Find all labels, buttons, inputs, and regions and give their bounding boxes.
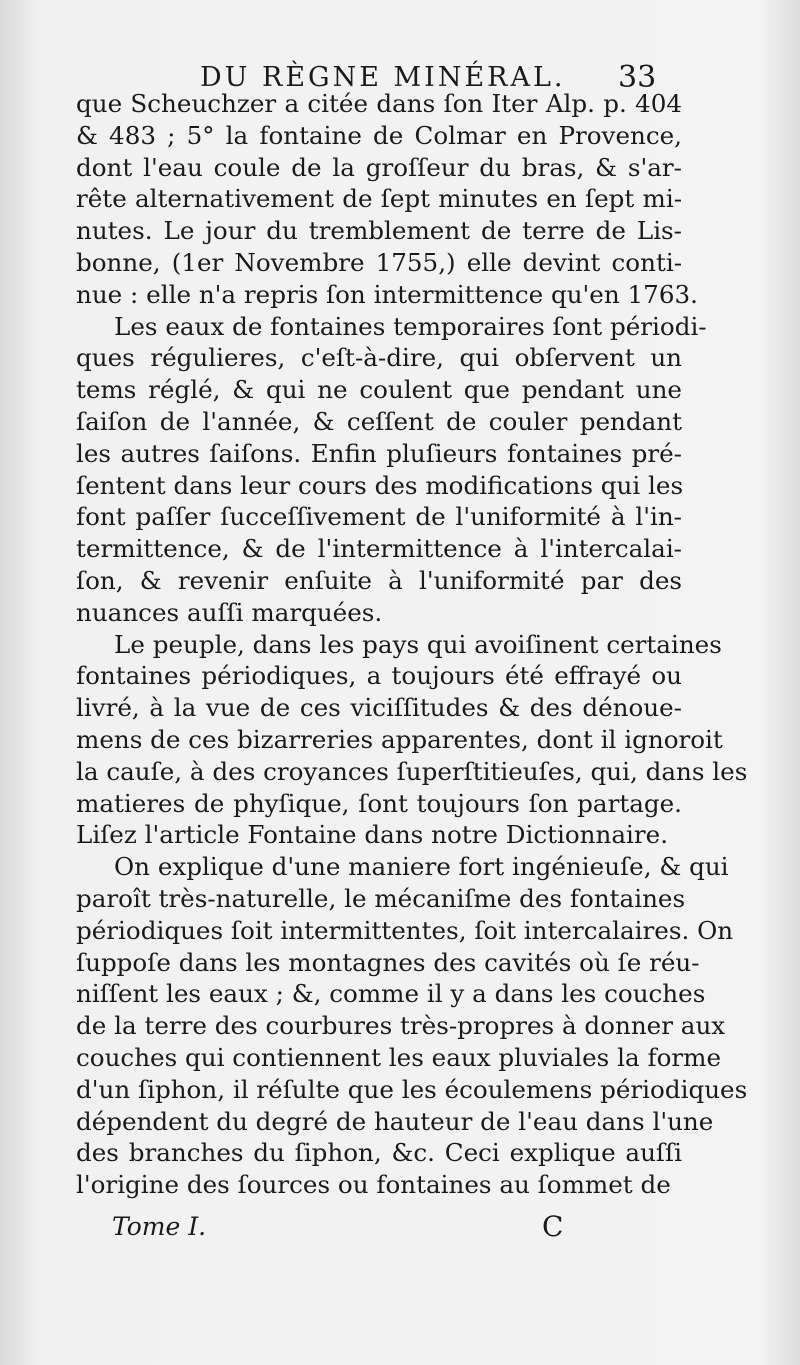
text-line: bonne, (1er Novembre 1755,) elle devint conti- — [76, 247, 682, 277]
text-line: périodiques ſoit intermittentes, ſoit intercalaires. On — [76, 915, 734, 945]
text-line: des branches du ſiphon, &c. Ceci explique auſſi — [76, 1138, 682, 1168]
text-line: fontaines périodiques, a toujours été effrayé ou — [76, 661, 682, 691]
text-line: rête alternativement de ſept minutes en ſept mi- — [76, 184, 682, 214]
page-number: 33 — [618, 60, 657, 95]
text-line: nue : elle n'a repris ſon intermittence qu'en 1763. — [76, 279, 698, 309]
text-line: la cauſe, à des croyances ſuperſtitieuſes, qui, dans les — [76, 756, 748, 786]
paragraph — [76, 311, 707, 629]
text-line: ſentent dans leur cours des modifications qui les — [76, 470, 684, 500]
text-line: matieres de phyſique, ſont toujours ſon partage. — [76, 788, 682, 818]
text-line: font paſſer ſucceſſivement de l'uniformité à l'in- — [76, 502, 682, 532]
text-line: nuances auſſi marquées. — [76, 597, 383, 627]
text-line: ſon, & revenir enſuite à l'uniformité par des — [76, 565, 682, 595]
text-line: ques régulieres, c'eſt-à-dire, qui obſervent un — [76, 343, 682, 373]
text-line: & 483 ; 5° la fontaine de Colmar en Provence, — [76, 120, 682, 150]
text-line: les autres ſaiſons. Enfin pluſieurs fontaines pré- — [76, 438, 682, 468]
paragraph — [76, 851, 748, 1201]
text-line: couches qui contiennent les eaux pluviales la forme — [76, 1042, 722, 1072]
text-line: tems réglé, & qui ne coulent que pendant une — [76, 375, 682, 405]
page-footer — [0, 1208, 800, 1248]
text-line: l'origine des ſources ou fontaines au ſommet de — [76, 1170, 671, 1200]
running-head: DU RÈGNE MINÉRAL. — [200, 62, 566, 93]
text-line: Le peuple, dans les pays qui avoiſinent certaines — [114, 629, 722, 659]
text-line: d'un ſiphon, il réſulte que les écoulemens périodiques — [76, 1074, 748, 1104]
text-line: de la terre des courbures très-propres à donner aux — [76, 1011, 726, 1041]
text-line: dépendent du degré de hauteur de l'eau dans l'une — [76, 1106, 714, 1136]
paragraph — [76, 88, 698, 311]
text-line: niſſent les eaux ; &, comme il y a dans les couches — [76, 979, 706, 1009]
signature-mark: C — [542, 1210, 564, 1243]
text-line: paroît très-naturelle, le mécaniſme des fontaines — [76, 883, 686, 913]
volume-label: Tome I. — [112, 1212, 207, 1241]
text-line: livré, à la vue de ces viciſſitudes & des dénoue- — [76, 693, 682, 723]
text-line: termittence, & de l'intermittence à l'intercalai- — [76, 534, 682, 564]
text-line: Les eaux de fontaines temporaires ſont périodi- — [114, 311, 707, 341]
text-line: dont l'eau coule de la groſſeur du bras, & s'ar- — [76, 152, 682, 182]
paragraph — [76, 629, 748, 852]
text-line: que Scheuchzer a citée dans ſon Iter Alp. p. 404 — [76, 89, 682, 118]
text-line: nutes. Le jour du tremblement de terre de Lis- — [76, 216, 682, 246]
text-line: On explique d'une maniere fort ingénieuſe, & qui — [114, 852, 729, 882]
text-line: ſaiſon de l'année, & ceſſent de couler pendant — [76, 406, 682, 436]
text-line: Liſez l'article Fontaine dans notre Dictionnaire. — [76, 820, 669, 850]
body-text — [76, 88, 748, 1201]
text-line: mens de ces bizarreries apparentes, dont il ignoroit — [76, 724, 723, 754]
text-line: ſuppoſe dans les montagnes des cavités où ſe réu- — [76, 947, 700, 977]
